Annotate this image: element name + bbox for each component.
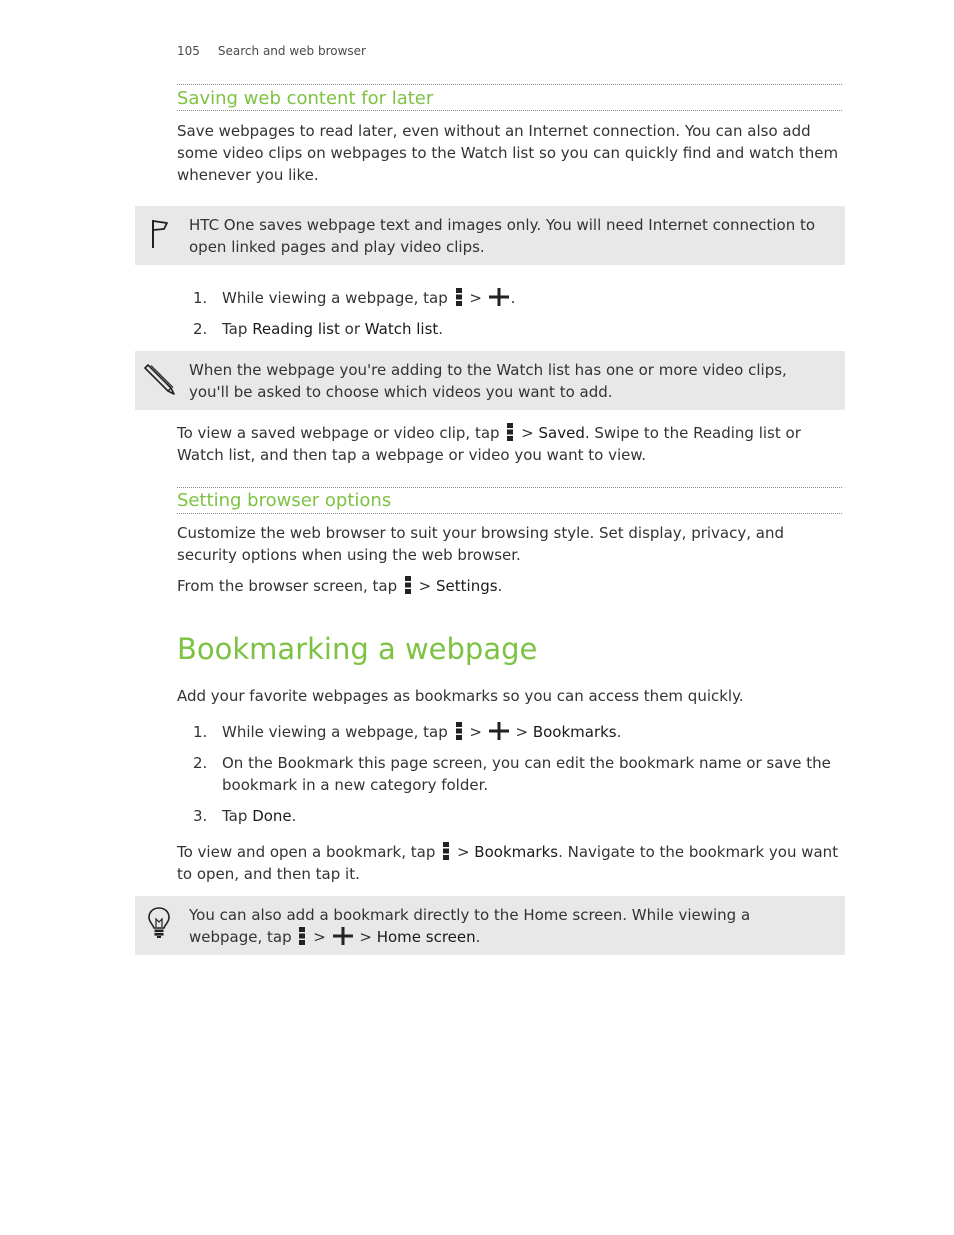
- bookmarks-label: Bookmarks: [532, 723, 617, 741]
- page-number: 105: [177, 44, 200, 58]
- bulb-tip-text: You can also add a bookmark directly to the Home screen. While viewing a webpage, tap > > Home screen.: [189, 906, 751, 946]
- menu-icon: [507, 423, 513, 441]
- saved-label: Saved: [538, 424, 585, 442]
- lightbulb-icon: [147, 906, 171, 940]
- pencil-icon: [143, 361, 175, 395]
- section-title-options: Setting browser options: [177, 490, 392, 511]
- menu-icon: [405, 576, 411, 594]
- menu-icon: [299, 927, 305, 945]
- plus-icon: [333, 927, 353, 945]
- watch-list-label: Watch list: [364, 320, 439, 338]
- page-title: Bookmarking a webpage: [177, 632, 538, 666]
- menu-icon: [456, 722, 462, 740]
- options-intro: Customize the web browser to suit your browsing style. Set display, privacy, and security options when using the web browser.: [177, 524, 785, 564]
- tip-text: When the webpage you're adding to the Watch list has one or more video clips, you'll be asked to choose which videos you want to add.: [189, 361, 787, 401]
- open-bookmark-paragraph: To view and open a bookmark, tap > Bookmarks. Navigate to the bookmark you want to open, and then tap it.: [177, 843, 839, 883]
- tip-box: [135, 351, 845, 410]
- note-text: HTC One saves webpage text and images only. You will need Internet connection to open linked pages and play video clips.: [189, 216, 816, 256]
- options-from-paragraph: From the browser screen, tap > Settings.: [177, 577, 503, 595]
- bulb-tip-box: [135, 896, 845, 955]
- plus-icon: [489, 722, 509, 740]
- settings-label: Settings: [436, 577, 498, 595]
- plus-icon: [489, 288, 509, 306]
- header-section: Search and web browser: [217, 44, 366, 58]
- section-divider-top: [177, 487, 842, 488]
- bookmarking-intro: Add your favorite webpages as bookmarks so you can access them quickly.: [177, 687, 744, 705]
- menu-icon: [456, 288, 462, 306]
- page-header: [177, 44, 366, 58]
- home-screen-label: Home screen: [376, 928, 476, 946]
- section-divider-bottom: [177, 513, 842, 514]
- note-box: [135, 206, 845, 265]
- reading-list-label: Reading list: [252, 320, 340, 338]
- menu-icon: [443, 842, 449, 860]
- bookmark-step-2: 2. On the Bookmark this page screen, you can edit the bookmark name or save the bookmark in a new category folder.: [193, 754, 831, 794]
- done-label: Done: [252, 807, 292, 825]
- view-saved-paragraph: To view a saved webpage or video clip, tap > Saved. Swipe to the Reading list or Watch list, and then tap a webpage or video you want to view.: [177, 424, 801, 464]
- section-divider-top: [177, 84, 842, 85]
- bookmarks-label: Bookmarks: [474, 843, 559, 861]
- flag-icon: [149, 218, 171, 250]
- section-divider-bottom: [177, 110, 842, 111]
- section-title-saving: Saving web content for later: [177, 88, 434, 109]
- saving-intro: Save webpages to read later, even without an Internet connection. You can also add some video clips on webpages to the Watch list so you can quickly find and watch them whenever you like.: [177, 122, 839, 184]
